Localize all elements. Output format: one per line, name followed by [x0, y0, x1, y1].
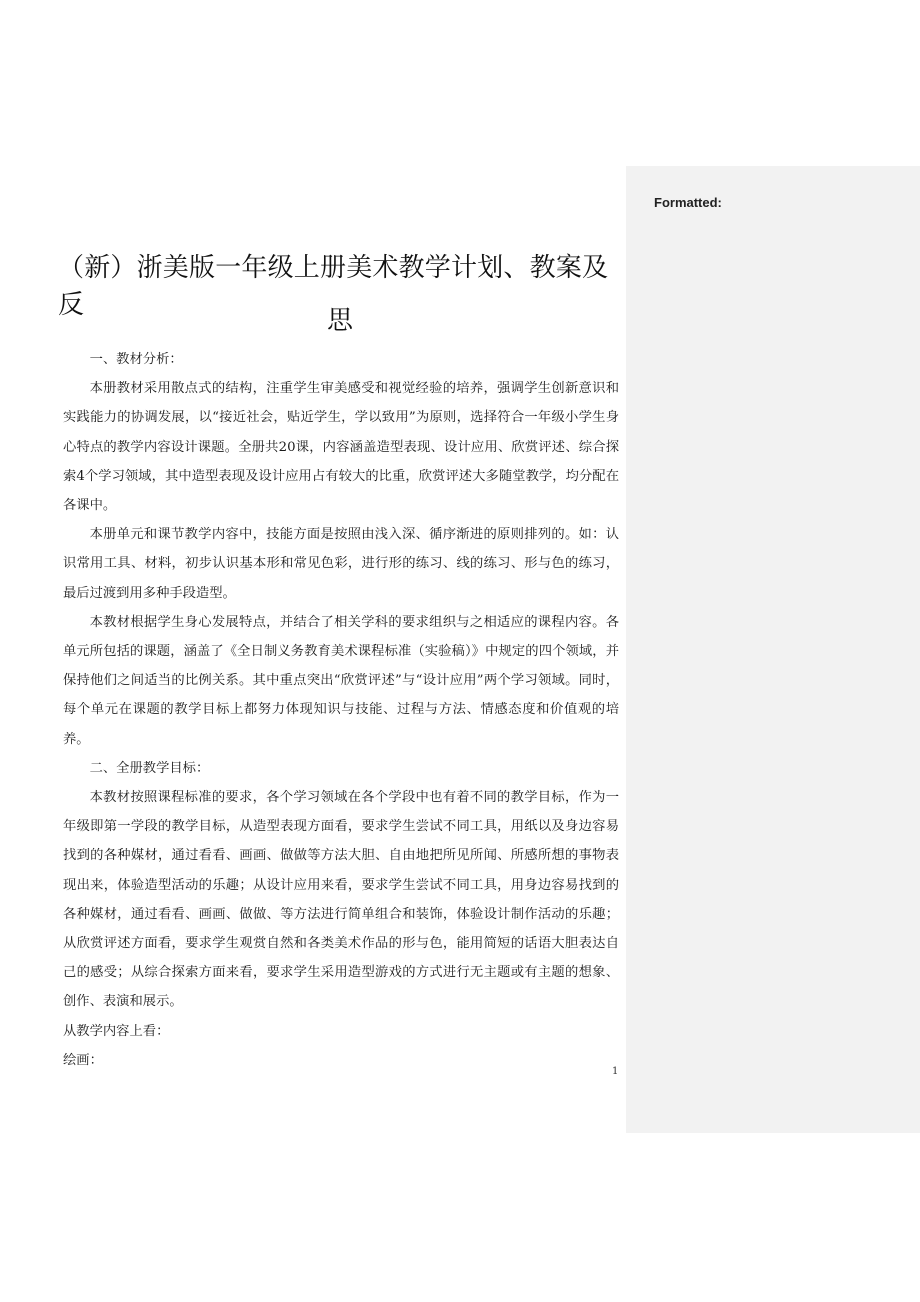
section-heading-teaching-goals: 二、全册教学目标：: [89, 760, 210, 776]
document-title-line-2: 思: [326, 306, 353, 336]
paragraph-structure: 本册教材采用散点式的结构，注重学生审美感受和视觉经验的培养，强调学生创新意识和实践能力的协调发展，以“接近社会，贴近学生，学以致用”为原则，选择符合一年级小学生身心特点的教学内容设计课题。全册共20课，内容涵盖造型表现、设计应用、欣赏评述、综合探索4个学习领域，其中造型表现及设计应用占有较大的比重，欣赏评述大多随堂教学，均分配在各课中。: [63, 381, 619, 514]
page-number: 1: [612, 1066, 619, 1077]
comment-formatted-label: Formatted:: [654, 195, 722, 210]
document-body: [63, 345, 619, 1075]
paragraph-painting: 绘画：: [63, 1052, 103, 1068]
document-title-line-1: （新）浙美版一年级上册美术教学计划、教案及反: [58, 253, 609, 320]
paragraph-curriculum: 本教材根据学生身心发展特点，并结合了相关学科的要求组织与之相适应的课程内容。各单元所包括的课题，涵盖了《全日制义务教育美术课程标准（实验稿）》中规定的四个领域，并保持他们之间适当的比例关系。其中重点突出“欣赏评述”与“设计应用”两个学习领域。同时，每个单元在课题的教学目标上都努力体现知识与技能、过程与方法、情感态度和价值观的培养。: [63, 614, 619, 747]
paragraph-goals: 本教材按照课程标准的要求，各个学习领域在各个学段中也有着不同的教学目标，作为一年级即第一学段的教学目标，从造型表现方面看，要求学生尝试不同工具，用纸以及身边容易找到的各种媒材，通过看看、画画、做做等方法大胆、自由地把所见所闻、所感所想的事物表现出来，体验造型活动的乐趣；从设计应用来看，要求学生尝试不同工具，用身边容易找到的各种媒材，通过看看、画画、做做、等方法进行简单组合和装饰，体验设计制作活动的乐趣；从欣赏评述方面看，要求学生观赏自然和各类美术作品的形与色，能用简短的话语大胆表达自己的感受；从综合探索方面来看，要求学生采用造型游戏的方式进行无主题或有主题的想象、创作、表演和展示。: [63, 790, 619, 1010]
section-heading-textbook-analysis: 一、教材分析：: [89, 352, 183, 367]
comment-pane: [626, 166, 920, 1133]
paragraph-content-view: 从教学内容上看：: [63, 1023, 170, 1039]
paragraph-skills: 本册单元和课节教学内容中，技能方面是按照由浅入深、循序渐进的原则排列的。如：认识常用工具、材料，初步认识基本形和常见色彩，进行形的练习、线的练习、形与色的练习，最后过渡到用多种手段造型。: [63, 527, 619, 601]
